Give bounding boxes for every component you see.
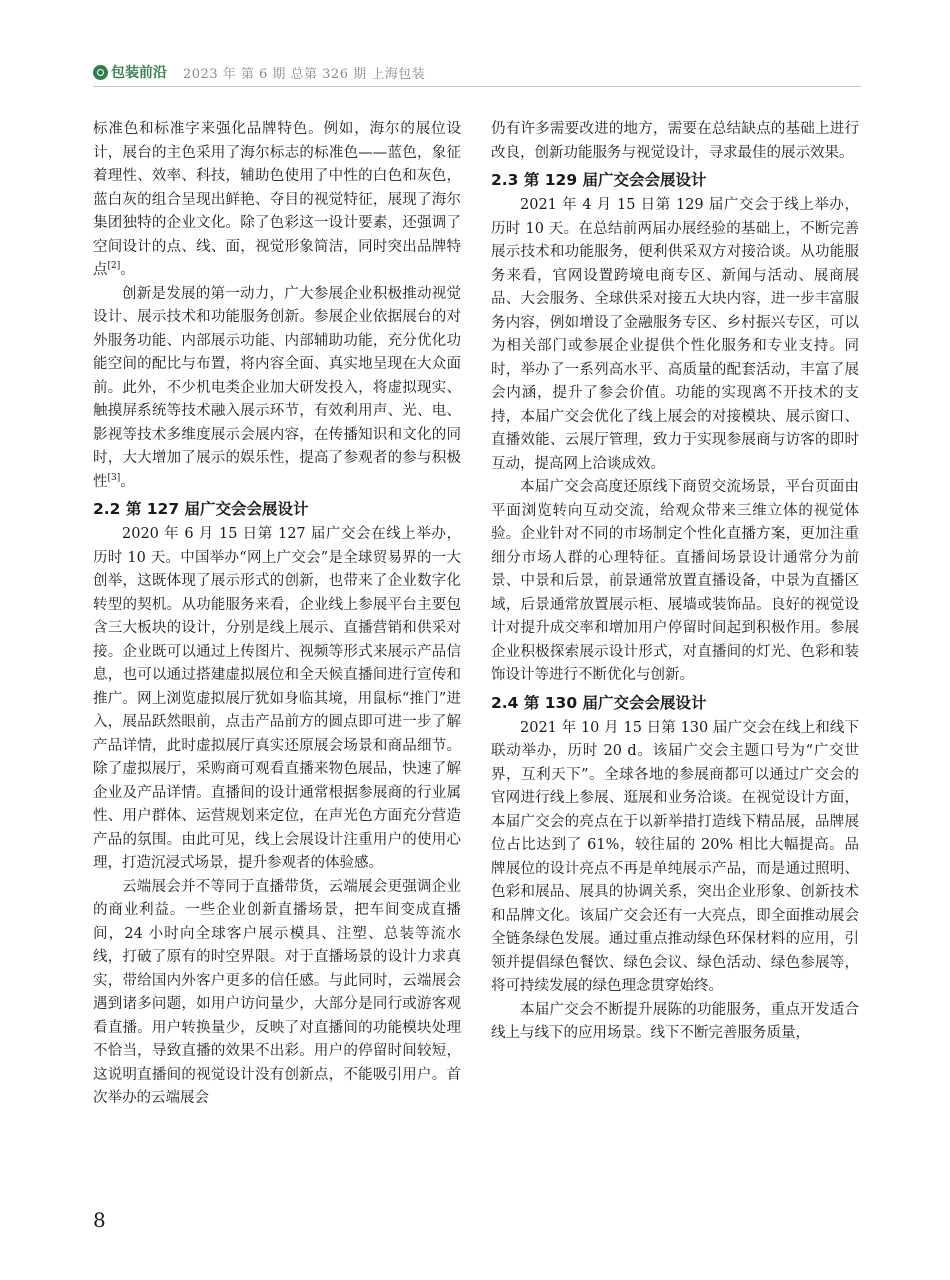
page-number: 8 [93, 1208, 106, 1232]
section-heading: 2.4 第 130 届广交会会展设计 [491, 693, 707, 712]
paragraph: 2021 年 10 月 15 日第 130 届广交会在线上和线下联动举办，历时 20 d。该届广交会主题口号为“广交世界，互利天下”。全球各地的参展商都可以通过广交会的官网进行线上参展、逛展和业务洽谈。在视觉设计方面，本届广交会的亮点在于以新举措打造线下精品展，品牌展位占比达到了 61%，较往届的 20% 相比大幅提高。品牌展位的设计亮点不再是单纯展示产品，而是通过照明、色彩和展品、展具的协调关系，突出企业形象、创新技术和品牌文化。该届广交会还有一大亮点，即全面推动展会全链条绿色发展。通过重点推动绿色环保材料的应用，引领并提倡绿色餐饮、绿色会议、绿色活动、绿色参展等，将可持续发展的绿色理念贯穿始终。 [491, 719, 859, 994]
paragraph: 本届广交会不断提升展陈的功能服务，重点开发适合线上与线下的应用场景。线下不断完善服务质量， [491, 1001, 859, 1041]
paragraph: 2020 年 6 月 15 日第 127 届广交会在线上举办，历时 10 天。中国举办“网上广交会”是全球贸易界的一大创举，这既体现了展示形式的创新，也带来了企业数字化转型的契机。从功能服务来看，企业线上参展平台主要包含三大板块的设计，分别是线上展示、直播营销和供采对接。企业既可以通过上传图片、视频等形式来展示产品信息，也可以通过搭建虚拟展位和全天候直播间进行宣传和推广。网上浏览虚拟展厅犹如身临其境，用鼠标“推门”进入，展品跃然眼前，点击产品前方的圆点即可进一步了解产品详情，此时虚拟展厅真实还原展会场景和商品细节。除了虚拟展厅，采购商可观看直播来物色展品，快速了解企业及产品详情。直播间的设计通常根据参展商的行业属性、用户群体、运营规划来定位，在声光色方面充分营造产品的氛围。由此可见，线上会展设计注重用户的使用心理，打造沉浸式场景，提升参观者的体验感。 [93, 526, 461, 871]
section-heading: 2.2 第 127 届广交会会展设计 [93, 500, 309, 518]
paragraph: 2021 年 4 月 15 日第 129 届广交会于线上举办，历时 10 天。在总结前两届办展经验的基础上，不断完善展示技术和功能服务，便利供采双方对接洽谈。从功能服务来看，官网设置跨境电商专区、新闻与活动、展商展品、大会服务、全球供采对接五大块内容，进一步丰富服务内容，例如增设了金融服务专区、乡村振兴专区，可以为相关部门或参展企业提供个性化服务和专业支持。同时，举办了一系列高水平、高质量的配套活动，丰富了展会内涵，提升了参会价值。功能的实现离不开技术的支持，本届广交会优化了线上展会的对接模块、展示窗口、直播效能、云展厅管理，致力于实现参展商与访客的即时互动，提高网上洽谈成效。 [491, 197, 859, 472]
right-column [491, 118, 859, 1046]
section-heading: 2.3 第 129 届广交会会展设计 [491, 171, 707, 189]
paragraph-end: 。 [120, 262, 135, 278]
paragraph-text: 标准色和标准字来强化品牌特色。例如，海尔的展位设计，展台的主色采用了海尔标志的标准色——蓝色，象征着理性、效率、科技，辅助色使用了中性的白色和灰色，蓝白灰的组合呈现出鲜艳、夺目的视觉特征，展现了海尔集团独特的企业文化。除了色彩这一设计要素，还强调了空间设计的点、线、面，视觉形象简洁，同时突出品牌特点 [93, 121, 461, 278]
paragraph-text: 创新是发展的第一动力，广大参展企业积极推动视觉设计、展示技术和功能服务创新。参展企业依据展台的对外服务功能、内部展示功能、内部辅助功能，充分优化功能空间的配比与布置，将内容全面、真实地呈现在大众面前。此外，不少机电类企业加大研发投入，将虚拟现实、触摸屏系统等技术融入展示环节，有效利用声、光、电、影视等技术多维度展示会展内容，在传播知识和文化的同时，大大增加了展示的娱乐性，提高了参观者的参与积极性 [93, 285, 461, 490]
paragraph: 仍有许多需要改进的地方，需要在总结缺点的基础上进行改良，创新功能服务与视觉设计，寻求最佳的展示效果。 [491, 121, 859, 161]
citation-ref: [2] [107, 261, 121, 272]
issue-info: 2023 年 第 6 期 总第 326 期 上海包装 [183, 66, 426, 82]
left-column [93, 118, 461, 1111]
paragraph: 云端展会并不等同于直播带货，云端展会更强调企业的商业利益。一些企业创新直播场景，把车间变成直播间，24 小时向全球客户展示模具、注塑、总装等流水线，打破了原有的时空界限。对于直播场景的设计力求真实，带给国内外客户更多的信任感。与此同时，云端展会遇到诸多问题，如用户访问量少，大部分是同行或游客观看直播。用户转换量少，反映了对直播间的功能模块处理不恰当，导致直播的效果不出彩。用户的停留时间较短，这说明直播间的视觉设计没有创新点，不能吸引用户。首次举办的云端展会 [93, 878, 461, 1106]
paragraph [93, 283, 461, 495]
journal-logo-icon [93, 65, 108, 80]
paragraph [93, 118, 461, 283]
header-rule [93, 86, 861, 87]
citation-ref: [3] [107, 472, 121, 483]
running-header [93, 62, 863, 82]
paragraph: 本届广交会高度还原线下商贸交流场景，平台页面由平面浏览转向互动交流，给观众带来三维立体的视觉体验。企业针对不同的市场制定个性化直播方案，更加注重细分市场人群的心理特征。直播间场景设计通常分为前景、中景和后景，前景通常放置直播设备，中景为直播区域，后景通常放置展示柜、展墙或装饰品。良好的视觉设计对提升成交率和增加用户停留时间起到积极作用。参展企业积极探索展示设计形式，对直播间的灯光、色彩和装饰设计等进行不断优化与创新。 [491, 479, 859, 683]
journal-name: 包装前沿 [111, 65, 167, 81]
paragraph-end: 。 [120, 473, 135, 490]
